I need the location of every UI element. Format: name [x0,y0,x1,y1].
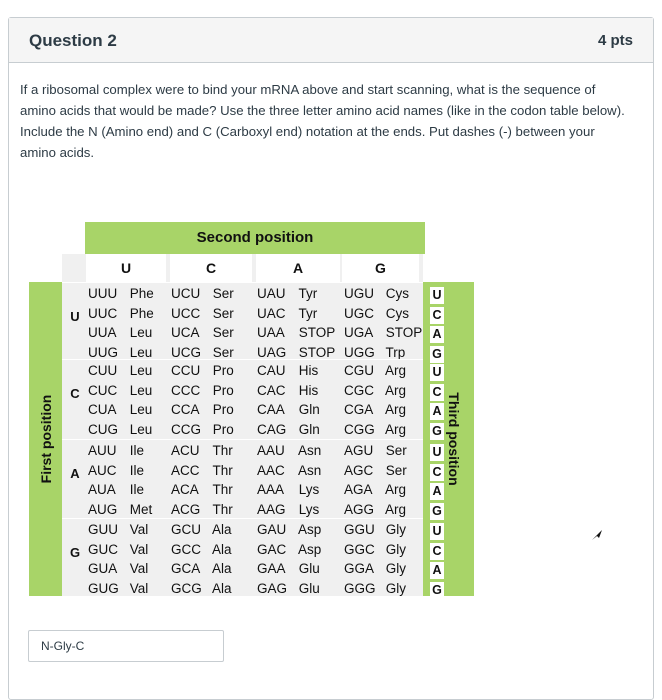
amino-acid-label: Cys [385,286,410,301]
codon-cca [171,402,234,417]
codon-uug [88,345,152,360]
third-position-c: C [430,384,444,401]
answer-input[interactable]: N-Gly-C [28,630,224,662]
codon-label: UGG [344,344,375,360]
codon-label: GGA [344,561,375,576]
codon-gcc [171,542,232,557]
amino-acid-label: Arg [385,501,407,517]
codon-label: CGC [344,382,374,398]
amino-acid-label: Ala [212,561,232,576]
third-position-label: Third position [446,392,462,486]
amino-acid-label: Glu [298,561,320,576]
amino-acid-label: Ala [212,541,232,557]
codon-uca [171,325,234,340]
codon-guc [88,542,148,557]
question-text: If a ribosomal complex were to bind your mRNA above and start scanning, what is the sequence of amino acids that would be made? Use the three letter amino acid names (like in the codon table below). Include the N (Amino end) and C (Carboxyl end) notation at the ends. Put dashes (-) between your amino acids. [20,82,625,160]
codon-cau [257,363,318,378]
amino-acid-label: Phe [129,286,154,301]
amino-acid-label: Asn [298,462,322,478]
codon-label: CAA [257,402,285,417]
codon-acu [171,443,233,458]
codon-uga [344,325,422,340]
amino-acid-label: Thr [212,501,233,517]
codon-ugc [344,306,409,321]
codon-aca [171,482,233,497]
first-position-a: A [70,466,80,481]
question-header [9,18,653,63]
amino-acid-label: Gly [385,541,407,557]
amino-acid-label: Asn [298,443,322,458]
codon-ucg [171,345,234,360]
codon-label: GGC [344,541,375,557]
amino-acid-label: Lys [298,501,320,517]
second-position-u: U [86,254,166,282]
codon-label: UGU [344,286,374,301]
amino-acid-label: Ile [129,443,145,458]
amino-acid-label: Val [129,561,149,576]
codon-ccc [171,383,234,398]
second-position-c: C [170,254,252,282]
codon-aua [88,482,144,497]
codon-gca [171,561,232,576]
amino-acid-label: Ser [212,286,234,301]
amino-acid-label: Phe [129,305,154,321]
question-title: Question 2 [29,31,117,50]
third-position-c: C [430,307,444,324]
third-position-g: G [430,423,444,440]
codon-label: AUC [88,462,117,478]
amino-acid-label: Gln [298,421,320,437]
amino-acid-label: Ile [129,482,145,497]
amino-acid-label: Gly [385,522,407,537]
codon-label: GCG [171,580,202,596]
second-position-header [85,222,425,254]
codon-label: UCA [171,325,200,340]
codon-label: UAC [257,305,286,321]
codon-agc [344,463,407,478]
amino-acid-label: Leu [129,344,153,360]
codon-label: CGG [344,421,375,437]
codon-cug [88,422,152,437]
amino-acid-label: His [298,382,319,398]
codon-label: GCC [171,541,201,557]
codon-label: CUA [88,402,117,417]
amino-acid-label: Tyr [298,286,318,301]
amino-acid-label: Leu [129,363,153,378]
codon-cag [257,422,320,437]
second-position-label: Second position [196,229,314,246]
third-position-u: U [430,364,444,381]
codon-cuc [88,383,152,398]
codon-label: AUA [88,482,116,497]
amino-acid-label: Ser [212,325,234,340]
amino-acid-label: Leu [129,325,153,340]
codon-acc [171,463,233,478]
codon-label: GCU [171,522,201,537]
codon-label: UCC [171,305,201,321]
codon-label: CUC [88,382,118,398]
codon-label: AAG [257,501,286,517]
amino-acid-label: Leu [129,421,153,437]
codon-label: AGC [344,462,374,478]
codon-label: CUG [88,421,118,437]
codon-label: CAU [257,363,286,378]
codon-label: GAC [257,541,287,557]
codon-ccg [171,422,234,437]
codon-uac [257,306,317,321]
codon-label: UCG [171,344,201,360]
codon-gga [344,561,406,576]
amino-acid-label: Val [129,541,149,557]
codon-auu [88,443,144,458]
codon-label: ACA [171,482,199,497]
amino-acid-label: STOP [298,325,336,340]
amino-acid-label: Arg [385,363,407,378]
codon-ucu [171,286,234,301]
question-points: 4 pts [597,32,633,49]
codon-gcu [171,522,232,537]
third-position-a: A [430,483,444,500]
codon-label: CUU [88,363,118,378]
codon-cac [257,383,318,398]
second-position-g: G [342,254,419,282]
codon-label: CCA [171,402,200,417]
amino-acid-label: Glu [298,580,320,596]
codon-label: GAG [257,580,288,596]
codon-table [26,205,474,597]
amino-acid-label: Leu [129,402,153,417]
amino-acid-label: Ala [212,522,232,537]
amino-acid-label: Arg [385,402,407,417]
third-position-a: A [430,403,444,420]
codon-ugu [344,286,409,301]
codon-label: AGA [344,482,373,497]
codon-aug [88,502,152,517]
codon-aga [344,482,406,497]
amino-acid-label: His [298,363,319,378]
codon-uua [88,325,152,340]
amino-acid-label: Leu [129,382,153,398]
codon-label: UAG [257,344,287,360]
amino-acid-label: Tyr [298,305,318,321]
codon-ucc [171,306,234,321]
codon-uag [257,345,335,360]
codon-gac [257,542,321,557]
codon-aag [257,502,319,517]
codon-gau [257,522,321,537]
amino-acid-label: Met [129,501,153,517]
second-position-a: A [256,254,340,282]
codon-ccu [171,363,234,378]
codon-aaa [257,482,319,497]
codon-label: GUG [88,580,119,596]
codon-label: GGG [344,580,376,596]
codon-cga [344,402,406,417]
first-position-u: U [70,309,80,324]
codon-aau [257,443,321,458]
codon-gua [88,561,148,576]
codon-label: AAU [257,443,285,458]
codon-label: GCA [171,561,201,576]
codon-guu [88,522,148,537]
codon-label: GUA [88,561,118,576]
amino-acid-label: Gly [385,561,407,576]
amino-acid-label: Cys [385,305,410,321]
codon-label: GGU [344,522,375,537]
amino-acid-label: Pro [212,363,234,378]
amino-acid-label: Ser [385,443,407,458]
third-position-u: U [430,444,444,461]
amino-acid-label: Thr [212,443,233,458]
amino-acid-label: Arg [385,421,407,437]
amino-acid-label: Lys [298,482,320,497]
codon-cuu [88,363,152,378]
amino-acid-label: Val [129,522,149,537]
codon-label: ACC [171,462,200,478]
third-position-c: C [430,464,444,481]
amino-acid-label: Arg [385,482,407,497]
codon-label: UCU [171,286,201,301]
amino-acid-label: Ala [212,580,232,596]
third-position-u: U [430,523,444,540]
codon-label: UUU [88,286,118,301]
amino-acid-label: Ser [212,305,234,321]
codon-ugg [344,345,405,360]
third-position-a: A [430,326,444,343]
amino-acid-label: Gln [298,402,320,417]
codon-label: CCC [171,382,201,398]
amino-acid-label: Thr [212,462,233,478]
third-position-a: A [430,562,444,579]
third-position-u: U [430,287,444,304]
codon-label: CGA [344,402,374,417]
amino-acid-label: Thr [212,482,233,497]
codon-label: CGU [344,363,374,378]
first-position-bar [29,282,62,596]
amino-acid-label: Ser [212,344,234,360]
codon-cgu [344,363,406,378]
codon-agg [344,502,406,517]
codon-label: UUA [88,325,117,340]
third-position-g: G [430,503,444,520]
codon-label: AGG [344,501,375,517]
third-position-c: C [430,543,444,560]
codon-label: UUC [88,305,118,321]
amino-acid-label: Pro [212,382,234,398]
codon-ggg [344,581,406,596]
codon-label: GUU [88,522,118,537]
codon-cgc [344,383,406,398]
codon-label: UUG [88,344,118,360]
codon-label: AUU [88,443,117,458]
codon-auc [88,463,144,478]
codon-cua [88,402,152,417]
codon-uuc [88,306,154,321]
codon-agu [344,443,407,458]
codon-uaa [257,325,335,340]
codon-cgg [344,422,406,437]
mouse-pointer-icon [591,529,603,541]
amino-acid-label: Arg [385,382,407,398]
codon-label: CCG [171,421,201,437]
codon-aac [257,463,321,478]
codon-label: GUC [88,541,118,557]
codon-label: ACU [171,443,200,458]
codon-label: AAA [257,482,285,497]
amino-acid-label: Pro [212,421,234,437]
codon-acg [171,502,233,517]
codon-label: GAU [257,522,287,537]
first-position-g: G [69,545,81,560]
amino-acid-label: Gly [385,580,407,596]
amino-acid-label: STOP [385,325,423,340]
first-position-label: First position [37,394,54,484]
codon-label: AGU [344,443,374,458]
first-position-c: C [70,386,80,401]
codon-gug [88,581,148,596]
codon-uau [257,286,317,301]
codon-label: CCU [171,363,201,378]
codon-label: CAG [257,421,287,437]
codon-label: AUG [88,501,118,517]
amino-acid-label: Pro [212,402,234,417]
codon-gcg [171,581,232,596]
codon-label: CAC [257,382,286,398]
codon-label: UGC [344,305,374,321]
codon-label: GAA [257,561,286,576]
codon-label: ACG [171,501,201,517]
amino-acid-label: STOP [298,344,336,360]
codon-label: AAC [257,462,285,478]
amino-acid-label: Asp [298,522,322,537]
codon-uuu [88,286,154,301]
amino-acid-label: Asp [298,541,322,557]
codon-gag [257,581,320,596]
amino-acid-label: Ser [385,462,407,478]
codon-label: UAA [257,325,285,340]
third-position-g: G [430,582,444,599]
codon-label: UAU [257,286,286,301]
codon-gaa [257,561,320,576]
third-position-g: G [430,346,444,363]
amino-acid-label: Ile [129,462,145,478]
codon-ggu [344,522,406,537]
codon-label: UGA [344,325,374,340]
amino-acid-label: Trp [385,344,406,360]
codon-caa [257,402,320,417]
codon-ggc [344,542,406,557]
amino-acid-label: Val [129,580,149,596]
